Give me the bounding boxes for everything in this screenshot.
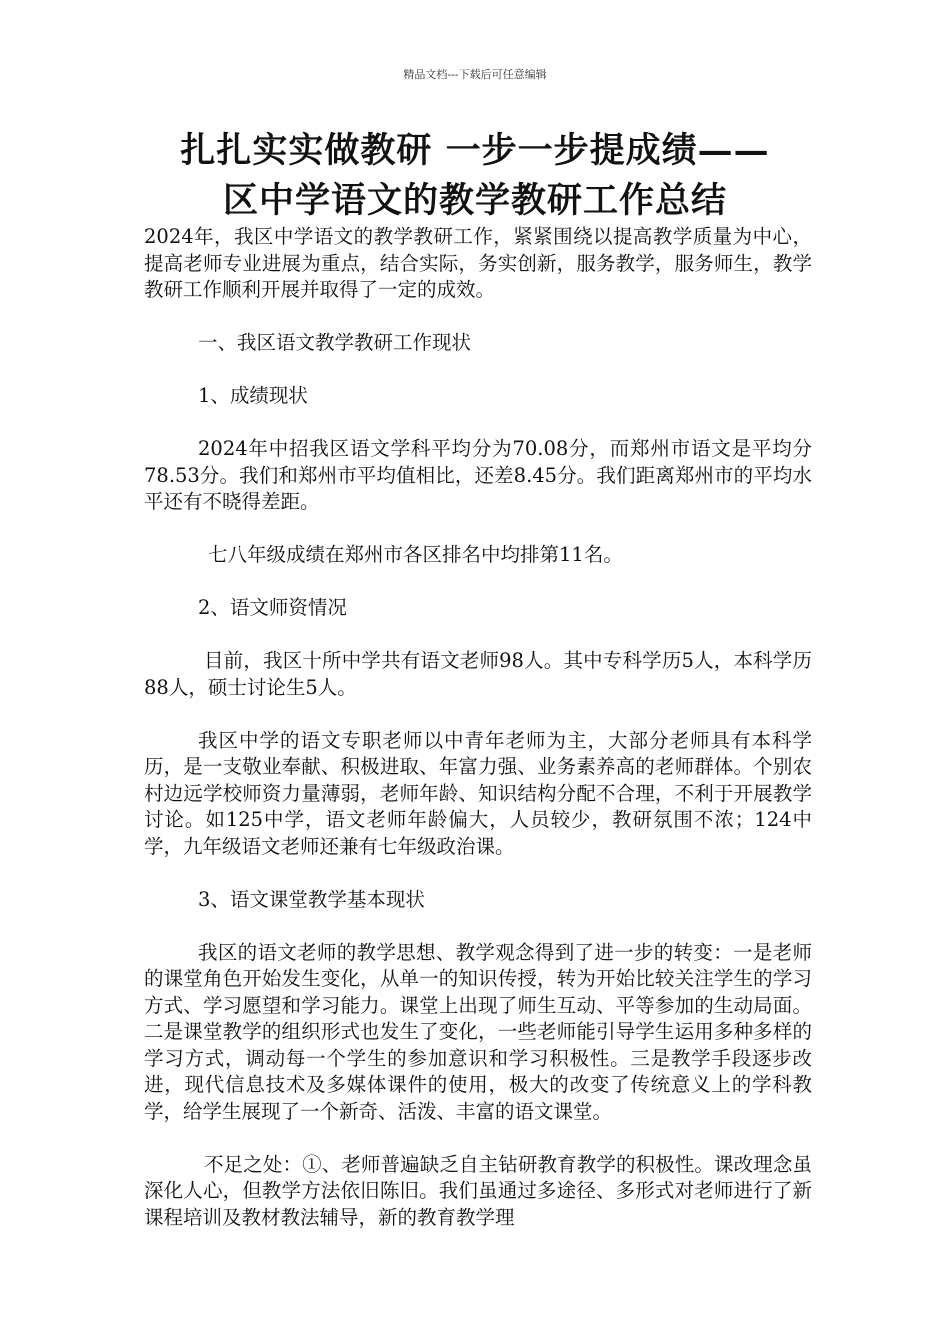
paragraph-teachers-profile: 我区中学的语文专职老师以中青年老师为主，大部分老师具有本科学历，是一支敬业奉献、积极进取、年富力强、业务素养高的老师群体。个别农村边远学校师资力量薄弱，老师年龄、知识结构分配不合理，不利于开展教学讨论。如125中学，语文老师年龄偏大，人员较少，教研氛围不浓；124中学，九年级语文老师还兼有七年级政治课。 (144, 728, 812, 858)
subsection-heading-1: 1、成绩现状 (198, 384, 308, 407)
paragraph-scores: 2024年中招我区语文学科平均分为70.08分，而郑州市语文是平均分78.53分。我们和郑州市平均值相比，还差8.45分。我们距离郑州市的平均水平还有不晓得差距。 (144, 437, 812, 513)
paragraph-intro: 2024年，我区中学语文的教学教研工作，紧紧围绕以提高教学质量为中心，提高老师专业进展为重点，结合实际，务实创新，服务教学，服务师生，教学教研工作顺利开展并取得了一定的成效。 (144, 225, 812, 301)
document-title (100, 126, 850, 226)
document-body (144, 224, 812, 1258)
paragraph-teachers-count: 目前，我区十所中学共有语文老师98人。其中专科学历5人，本科学历88人，硕士讨论生5人。 (144, 649, 812, 699)
paragraph-classroom-status: 我区的语文老师的教学思想、教学观念得到了进一步的转变：一是老师的课堂角色开始发生变化，从单一的知识传授，转为开始比较关注学生的学习方式、学习愿望和学习能力。课堂上出现了师生互动、平等参加的生动局面。二是课堂教学的组织形式也发生了变化，一些老师能引导学生运用多种多样的学习方式，调动每一个学生的参加意识和学习积极性。三是教学手段逐步改进，现代信息技术及多媒体课件的使用，极大的改变了传统意义上的学科教学，给学生展现了一个新奇、活泼、丰富的语文课堂。 (144, 940, 812, 1123)
title-line-1: 扎扎实实做教研 一步一步提成绩—— (180, 130, 770, 171)
paragraph-shortcomings: 不足之处：①、老师普遍缺乏自主钻研教育教学的积极性。课改理念虽深化人心，但教学方法依旧陈旧。我们虽通过多途径、多形式对老师进行了新课程培训及教材教法辅导，新的教育教学理 (144, 1152, 812, 1229)
subsection-heading-3: 3、语文课堂教学基本现状 (198, 887, 425, 911)
header-note: 精品文档---下载后可任意编辑 (403, 68, 547, 81)
section-heading-1: 一、我区语文教学教研工作现状 (198, 331, 472, 354)
paragraph-ranking: 七八年级成绩在郑州市各区排名中均排第11名。 (208, 543, 623, 566)
subsection-heading-2: 2、语文师资情况 (198, 596, 347, 619)
title-line-2: 区中学语文的教学教研工作总结 (222, 180, 727, 221)
